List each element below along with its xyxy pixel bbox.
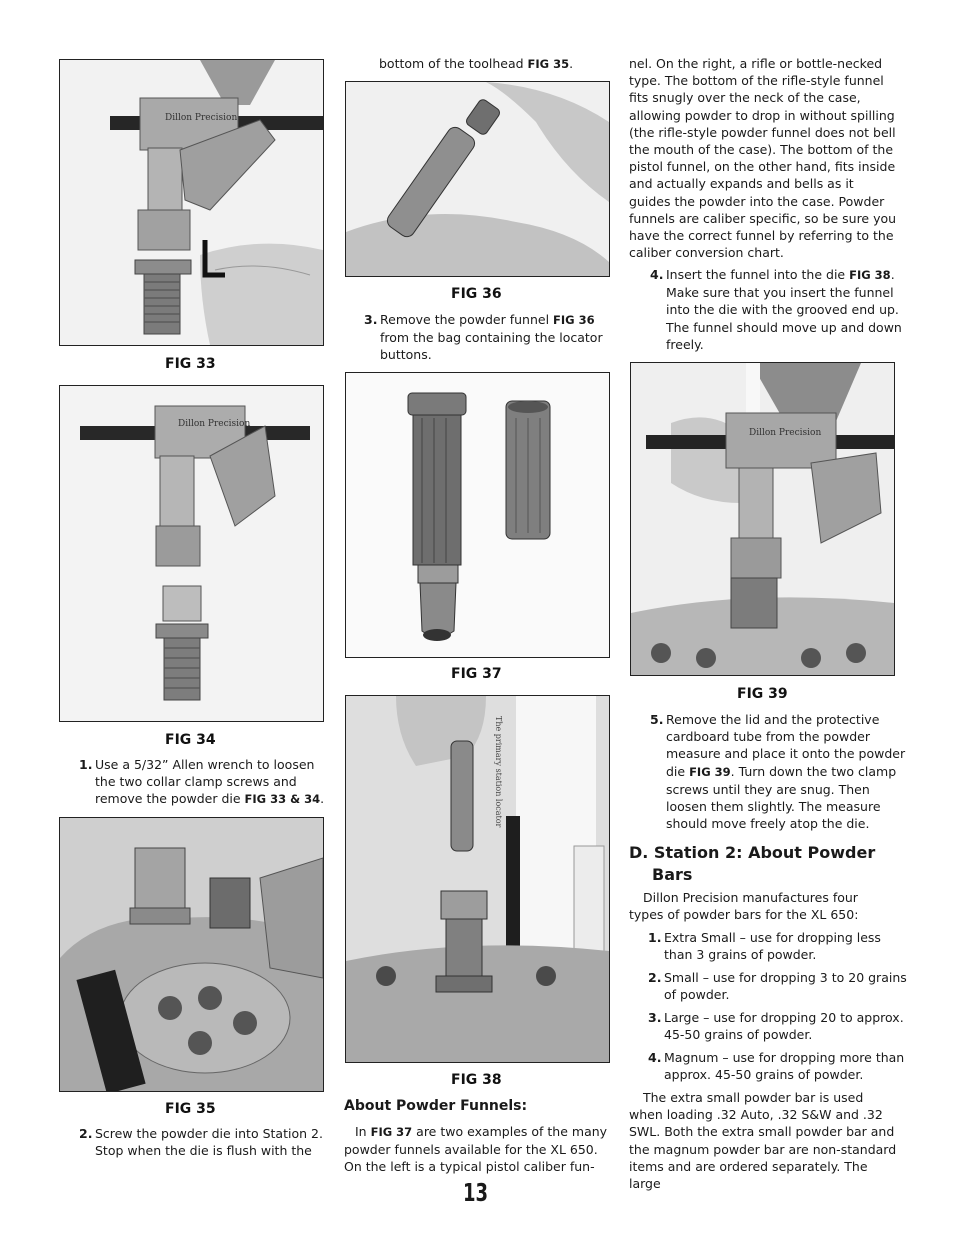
powder-bars-intro: Dillon Precision manufactures four types of powder bars for the XL 650: [629,890,859,923]
fig35-caption: FIG 35 [165,1101,216,1117]
step-2-continued: bottom of the toolhead FIG 35. [379,56,574,71]
fig39-caption: FIG 39 [737,686,788,702]
fig37-caption: FIG 37 [451,666,502,682]
section-d-heading: D. Station 2: About Powder Bars [629,843,876,884]
fig33-logo: Dillon Precision [165,113,238,123]
fig36-caption: FIG 36 [451,286,502,302]
step-4: 4. Insert the funnel into the die FIG 38. Make sure that you insert the funnel into the die with the grooved end up. The funnel should move up and down freely. [650,267,902,352]
fig38-caption: FIG 38 [451,1072,502,1088]
fig34-photo [59,385,324,722]
step-3: 3. Remove the powder funnel FIG 36 from the bag containing the locator buttons. [364,312,603,363]
powder-funnels-heading: About Powder Funnels: [344,1098,528,1114]
fig36-photo [345,81,610,277]
powder-bar-item-2: 2. Small – use for dropping 3 to 20 grains of powder. [648,970,907,1003]
powder-funnels-paragraph-2: nel. On the right, a rifle or bottle-necked type. The bottom of the rifle-style funnel fits snugly over the neck of the case, allowing powder to drop in without spilling (the rifle-style powder funnel does not bell the mouth of the case). The bottom of the pistol funnel, on the other hand, fits inside and actually expands and bells as it guides the powder into the case. Powder funnels are caliber specific, so be sure you have the correct funnel by referring to the caliber conversion chart. [629,56,897,261]
fig37-photo [345,372,610,658]
powder-funnels-paragraph-1: In FIG 37 are two examples of the many powder funnels available for the XL 650. On the left is a typical pistol caliber fun- [344,1124,608,1175]
fig35-photo [59,817,324,1092]
powder-bar-item-1: 1. Extra Small – use for dropping less than 3 grains of powder. [648,930,881,963]
fig39-photo [630,362,895,676]
step-5: 5. Remove the lid and the protective cardboard tube from the powder measure and place it onto the powder die FIG 39. Turn down the two clamp screws until they are snug. Then loosen them slightly. The measure should move freely atop the die. [650,712,906,832]
svg-text:The primary station locator: The primary station locator [494,716,503,828]
svg-text:Dillon Precision: Dillon Precision [178,419,251,429]
powder-bar-item-3: 3. Large – use for dropping 20 to approx. 45-50 grains of powder. [648,1010,904,1043]
page-number: 13 [463,1178,489,1207]
powder-bar-item-4: 4. Magnum – use for dropping more than approx. 45-50 grains of powder. [648,1050,905,1083]
fig33-photo [59,59,324,346]
fig34-caption: FIG 34 [165,732,216,748]
fig33-caption: FIG 33 [165,356,216,372]
powder-bars-closing: The extra small powder bar is used when loading .32 Auto, .32 S&W and .32 SWL. Both the extra small powder bar and the magnum powder bar are non-standard items and are ordered separately. The large [629,1090,897,1192]
step-1: 1. Use a 5/32” Allen wrench to loosen the two collar clamp screws and remove the powder die FIG 33 & 34. [79,757,325,807]
step-2: 2. Screw the powder die into Station 2. Stop when the die is flush with the [79,1126,323,1159]
fig38-photo [345,695,610,1063]
svg-text:Dillon Precision: Dillon Precision [749,428,822,438]
